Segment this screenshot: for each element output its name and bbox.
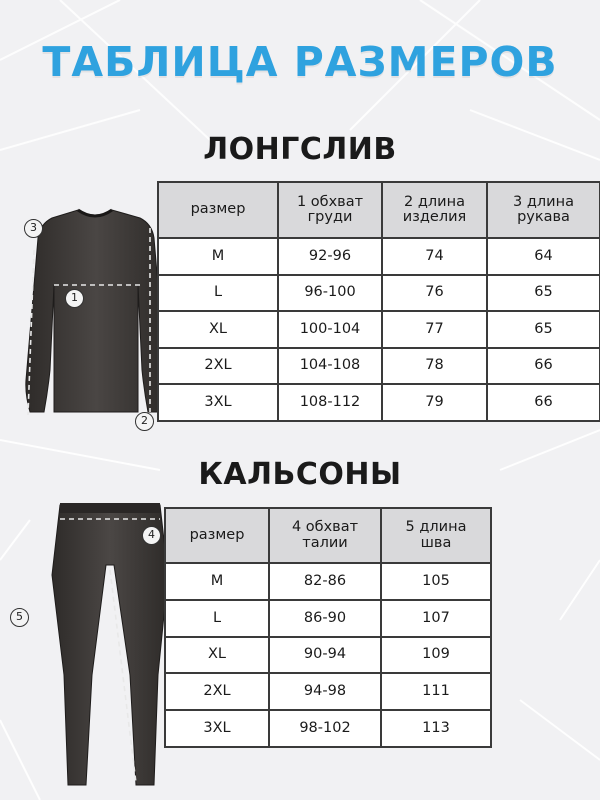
- cell-waist: 86-90: [269, 600, 381, 637]
- cell-size: L: [158, 275, 278, 312]
- cell-size: XL: [165, 637, 269, 674]
- table-header-row: [158, 182, 600, 238]
- cell-sleeve: 65: [487, 275, 600, 312]
- table-row: [165, 600, 491, 637]
- cell-chest: 96-100: [278, 275, 382, 312]
- cell-chest: 92-96: [278, 238, 382, 275]
- header-waist: 4 обхват талии: [269, 508, 381, 563]
- cell-waist: 90-94: [269, 637, 381, 674]
- header-sleeve: 3 длина рукава: [487, 182, 600, 238]
- cell-size: 2XL: [158, 348, 278, 385]
- header-chest: 1 обхват груди: [278, 182, 382, 238]
- header-inseam: 5 длина шва: [381, 508, 491, 563]
- marker-5-icon: 5: [10, 608, 29, 627]
- cell-sleeve: 64: [487, 238, 600, 275]
- cell-inseam: 111: [381, 673, 491, 710]
- cell-waist: 98-102: [269, 710, 381, 747]
- cell-length: 74: [382, 238, 487, 275]
- marker-4-icon: 4: [142, 526, 161, 545]
- cell-chest: 108-112: [278, 384, 382, 421]
- longsleeve-title: ЛОНГСЛИВ: [203, 132, 397, 167]
- cell-sleeve: 66: [487, 384, 600, 421]
- cell-length: 78: [382, 348, 487, 385]
- cell-waist: 94-98: [269, 673, 381, 710]
- cell-inseam: 109: [381, 637, 491, 674]
- marker-1-icon: 1: [65, 289, 84, 308]
- header-size: размер: [165, 508, 269, 563]
- cell-size: L: [165, 600, 269, 637]
- cell-sleeve: 66: [487, 348, 600, 385]
- cell-length: 79: [382, 384, 487, 421]
- cell-size: M: [165, 563, 269, 600]
- table-row: [165, 673, 491, 710]
- marker-3-icon: 3: [24, 219, 43, 238]
- cell-inseam: 105: [381, 563, 491, 600]
- table-row: [158, 311, 600, 348]
- table-row: [165, 563, 491, 600]
- longsleeve-size-table: [157, 181, 600, 422]
- leggings-shape: [52, 505, 168, 785]
- cell-size: M: [158, 238, 278, 275]
- cell-chest: 100-104: [278, 311, 382, 348]
- header-size: размер: [158, 182, 278, 238]
- header-length: 2 длина изделия: [382, 182, 487, 238]
- cell-length: 77: [382, 311, 487, 348]
- table-row: [158, 348, 600, 385]
- page-title: ТАБЛИЦА РАЗМЕРОВ: [42, 38, 558, 86]
- table-row: [158, 384, 600, 421]
- table-row: [158, 238, 600, 275]
- cell-inseam: 113: [381, 710, 491, 747]
- cell-size: 2XL: [165, 673, 269, 710]
- cell-waist: 82-86: [269, 563, 381, 600]
- cell-inseam: 107: [381, 600, 491, 637]
- longsleeve-shape: [26, 210, 166, 412]
- leggings-size-table: [164, 507, 492, 748]
- table-row: [165, 710, 491, 747]
- table-row: [158, 275, 600, 312]
- marker-2-icon: 2: [135, 412, 154, 431]
- cell-size: 3XL: [158, 384, 278, 421]
- cell-sleeve: 65: [487, 311, 600, 348]
- cell-length: 76: [382, 275, 487, 312]
- table-row: [165, 637, 491, 674]
- cell-size: XL: [158, 311, 278, 348]
- table-header-row: [165, 508, 491, 563]
- cell-chest: 104-108: [278, 348, 382, 385]
- cell-size: 3XL: [165, 710, 269, 747]
- leggings-title: КАЛЬСОНЫ: [198, 457, 402, 492]
